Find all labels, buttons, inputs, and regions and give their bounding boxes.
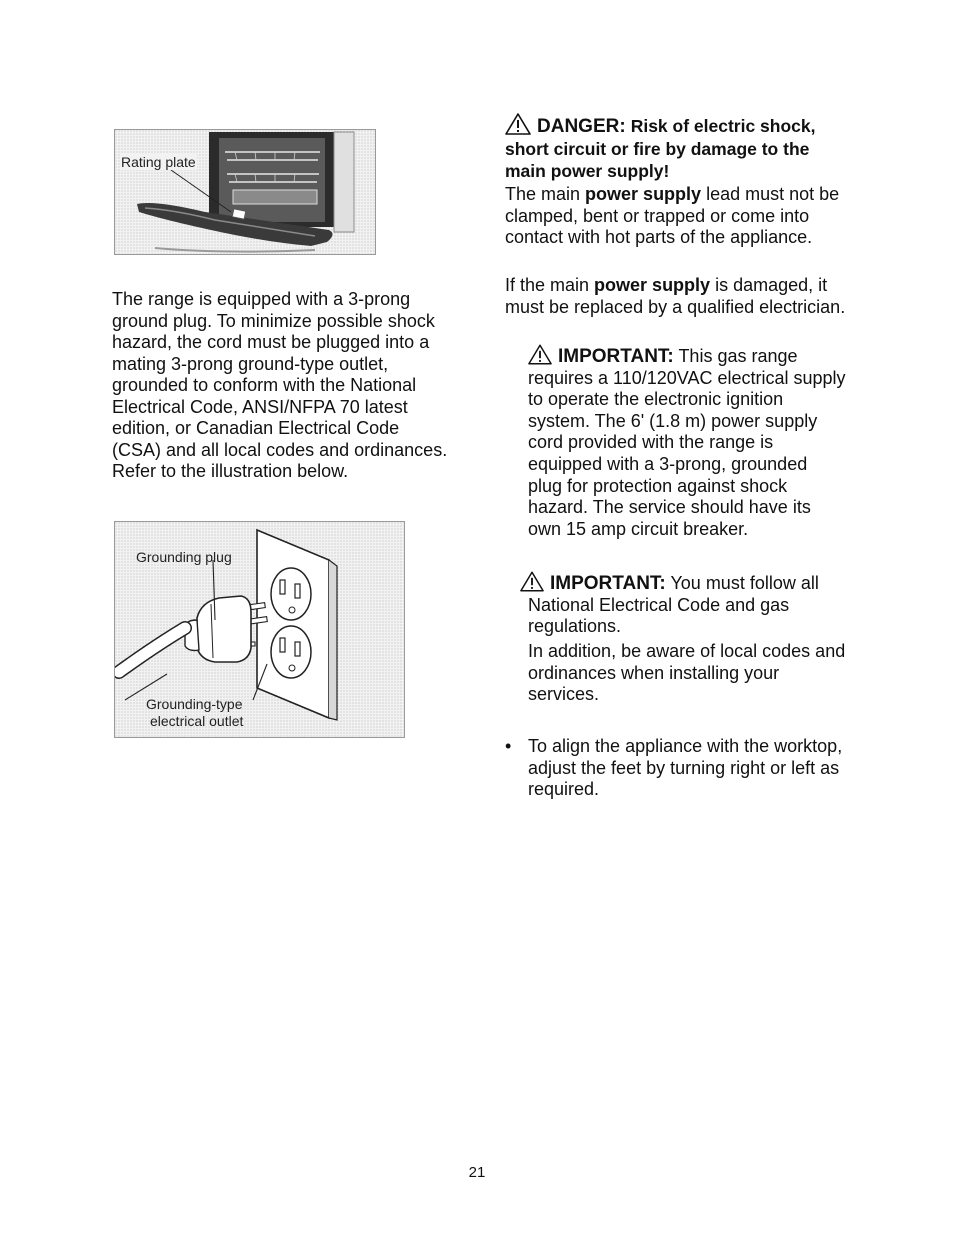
local-codes-paragraph: In addition, be aware of local codes and ordinances when installing your services. <box>528 641 846 704</box>
power-supply-paragraph-2 <box>505 275 850 318</box>
oven-door-illustration <box>115 130 375 254</box>
grounding-paragraph: The range is equipped with a 3-prong ground plug. To minimize possible shock hazard, the cord must be plugged into a mating 3-prong ground-type outlet, grounded to conform with the National Electrical Code, ANSI/NFPA 70 latest edition, or Canadian Electrical Code (CSA) and all local codes and ordinances. Refer to the illustration below. <box>112 289 448 481</box>
rating-plate-label: Rating plate <box>121 154 196 170</box>
important-1-label: IMPORTANT: <box>558 346 674 367</box>
p1-pre: The main <box>505 184 586 204</box>
p2-bold: power supply <box>594 275 711 295</box>
p2-post: is damaged, it must be replaced by a qualified electrician. <box>505 275 846 317</box>
bullet-marker: • <box>505 736 512 756</box>
p1-bold: power supply <box>585 184 702 204</box>
grounding-plug-label: Grounding plug <box>136 549 232 565</box>
important-block-1 <box>528 344 846 540</box>
rating-plate-figure <box>114 129 376 255</box>
important-block-2 <box>528 571 846 638</box>
p2-pre: If the main <box>505 275 595 295</box>
danger-text: Risk of electric shock, short circuit or fire by damage to the main power supply! <box>505 116 816 181</box>
warning-triangle-icon <box>528 344 552 365</box>
danger-block <box>505 113 850 182</box>
danger-label: DANGER: <box>537 116 626 137</box>
important-2-label: IMPORTANT: <box>550 573 666 594</box>
grounding-figure <box>114 521 405 738</box>
outlet-label-line2: electrical outlet <box>150 713 244 729</box>
power-supply-paragraph-1 <box>505 184 850 249</box>
p1-post: lead must not be clamped, bent or trapped or come into contact with hot parts of the appliance. <box>505 184 840 247</box>
page-number: 21 <box>468 1164 486 1181</box>
align-feet-bullet <box>505 736 845 801</box>
bullet-text: To align the appliance with the worktop, adjust the feet by turning right or left as required. <box>528 736 843 799</box>
warning-triangle-icon <box>520 571 544 592</box>
important-1-text: This gas range requires a 110/120VAC electrical supply to operate the electronic ignition system. The 6' (1.8 m) power supply cord provided with the range is equipped with a 3-prong, grounded plug for protection against shock hazard. The service should have its own 15 amp circuit breaker. <box>528 346 846 539</box>
warning-triangle-icon <box>505 113 531 135</box>
important-2-text: You must follow all National Electrical Code and gas regulations. <box>528 573 819 637</box>
outlet-label-line1: Grounding-type <box>146 696 243 712</box>
